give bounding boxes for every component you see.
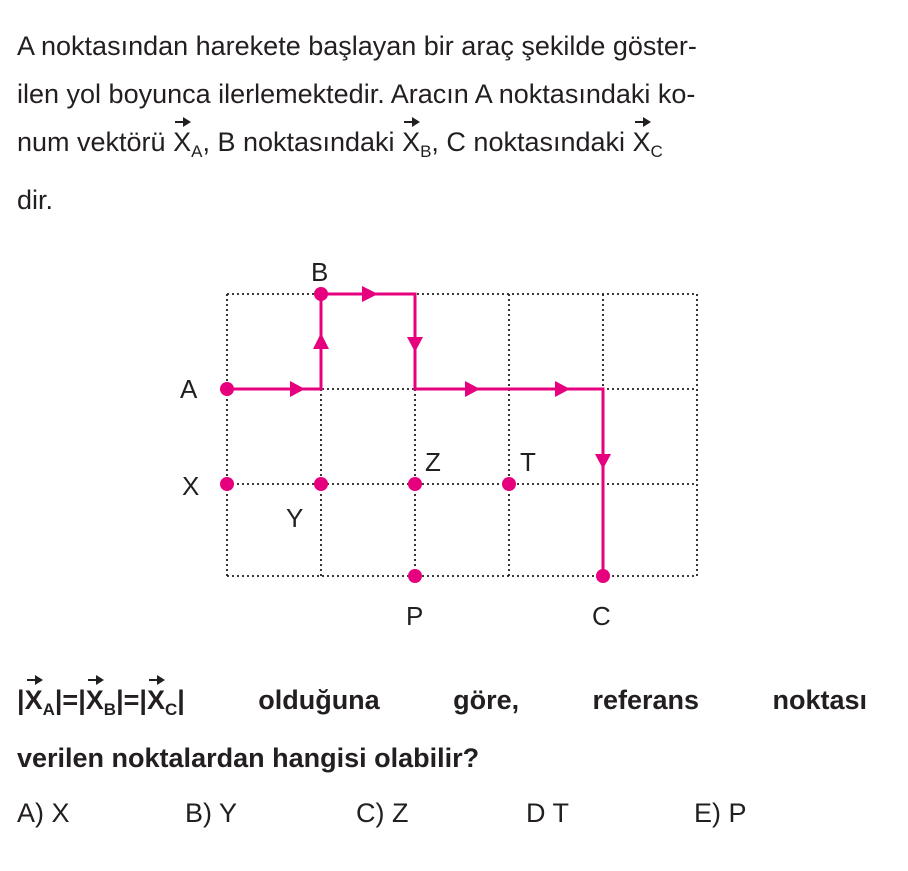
vector-xb: X [402, 118, 420, 166]
option-d[interactable]: D T [526, 798, 570, 828]
question-line-1 [17, 676, 867, 734]
point-z [408, 477, 422, 491]
subscript-a: A [191, 142, 203, 161]
point-p [408, 569, 422, 583]
magnitude-equation: $|X_A|=|X_B|=|X_C|$ [17, 676, 185, 734]
label-b: B [311, 257, 329, 287]
arrow-right-3 [465, 381, 480, 397]
arrow-right-1 [290, 381, 305, 397]
question-word-3: referans [592, 685, 700, 715]
label-x: X [182, 471, 200, 501]
q-vector-xa: X [25, 676, 43, 724]
arrow-right-2 [362, 286, 378, 302]
subscript-c: C [650, 142, 663, 161]
question-line-2: verilen noktalardan hangisi olabilir? [17, 743, 480, 773]
question-prompt [17, 676, 867, 782]
question-word-2: göre, [453, 685, 520, 715]
label-t: T [520, 447, 536, 477]
option-c[interactable]: C) Z [356, 798, 409, 828]
point-x [220, 477, 234, 491]
question-word-1: olduğuna [258, 685, 380, 715]
intro-line-3 [17, 118, 859, 176]
intro-line-1: A noktasından harekete başlayan bir araç şekilde göster- [17, 31, 697, 61]
q-vector-xc: X [147, 676, 165, 724]
label-z: Z [425, 447, 441, 477]
arrow-right-4 [555, 381, 570, 397]
intro-line-3-prefix: num vektörü $X_A$, B noktasındaki $X_B$, C noktasındaki $X_C$ [17, 118, 663, 176]
arrow-up [313, 333, 329, 349]
intro-line-2: ilen yol boyunca ilerlemektedir. Aracın A noktasındaki ko- [17, 79, 696, 109]
arrow-down-1 [407, 337, 423, 352]
point-c [596, 569, 610, 583]
option-a[interactable]: A) X [17, 798, 70, 828]
label-p: P [406, 601, 424, 631]
answer-options [0, 798, 908, 838]
vector-xc: X [633, 118, 651, 166]
point-y [314, 477, 328, 491]
question-word-4: noktası [772, 685, 867, 715]
path-diagram [0, 250, 908, 640]
option-e[interactable]: E) P [694, 798, 747, 828]
q-vector-xb: X [86, 676, 104, 724]
question-text [17, 22, 867, 224]
option-b[interactable]: B) Y [185, 798, 238, 828]
vector-xa: X [173, 118, 191, 166]
label-y: Y [286, 503, 304, 533]
point-a [220, 382, 234, 396]
grid [227, 294, 697, 576]
point-b [314, 287, 328, 301]
arrow-down-2 [595, 454, 611, 469]
intro-line-4: dir. [17, 185, 54, 215]
label-a: A [180, 374, 198, 404]
path-arrows [290, 286, 611, 469]
subscript-b: B [420, 142, 432, 161]
label-c: C [592, 601, 611, 631]
point-t [502, 477, 516, 491]
